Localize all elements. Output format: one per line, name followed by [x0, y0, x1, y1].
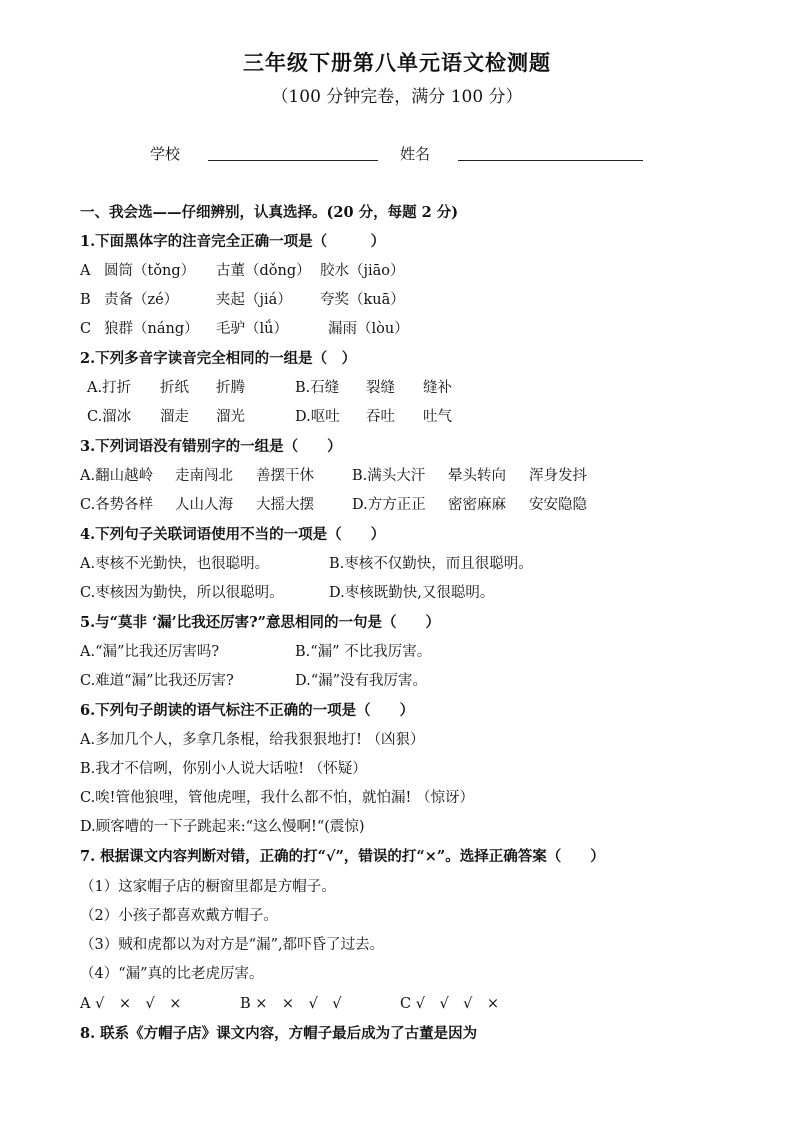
question-1-option-c [80, 319, 720, 339]
option-word: 大摇大摆 [256, 497, 314, 513]
option-word: 折纸 [160, 380, 189, 396]
question-5-row-1 [80, 642, 720, 662]
school-blank[interactable] [208, 160, 378, 161]
option-word: B.石缝 [295, 380, 340, 396]
option-word: 古董（dǒng） [216, 263, 311, 279]
option-letter: C [80, 321, 92, 337]
option-word: 折腾 [216, 380, 245, 396]
option-sentence: C.难道“漏”比我还厉害? [80, 673, 234, 689]
option-sentence: B.“漏” 不比我厉害。 [295, 644, 432, 660]
question-3-stem: 3.下列词语没有错别字的一组是（ ） [80, 438, 342, 455]
option-word: 责备（zé） [104, 292, 179, 308]
section-heading: 一、我会选——仔细辨别，认真选择。(20 分，每题 2 分) [80, 204, 459, 221]
option-word: 浑身发抖 [529, 468, 587, 484]
question-7-options [80, 994, 720, 1014]
option-word: A.打折 [87, 380, 132, 396]
option-word: C.各势各样 [80, 497, 154, 513]
option-word: 走南闯北 [175, 468, 233, 484]
option-sentence: B.枣核不仅勤快，而且很聪明。 [329, 556, 533, 572]
school-label: 学校 [150, 145, 181, 163]
option-sentence: C.枣核因为勤快，所以很聪明。 [80, 585, 284, 601]
question-6-option-a: A.多加几个人，多拿几条棍，给我狠狠地打! （凶狠） [80, 732, 425, 748]
question-6-stem: 6.下列句子朗读的语气标注不正确的一项是（ ） [80, 702, 415, 719]
question-7-stem: 7. 根据课文内容判断对错，正确的打“√”，错误的打“×”。选择正确答案（ ） [80, 848, 605, 865]
question-6-option-b: B.我才不信咧，你别小人说大话啦! （怀疑） [80, 761, 367, 777]
answer-option-b: B × × √ √ [240, 996, 342, 1012]
option-letter: B [80, 292, 91, 308]
option-word: C.溜冰 [87, 409, 132, 425]
option-word: B.满头大汗 [352, 468, 426, 484]
question-2-row-2 [80, 407, 720, 427]
option-word: 溜走 [160, 409, 189, 425]
option-word: 毛驴（lǘ） [216, 321, 288, 337]
option-sentence: D.枣核既勤快,又很聪明。 [329, 585, 495, 601]
question-1-option-b [80, 290, 720, 310]
option-word: 胶水（jiāo） [320, 263, 405, 279]
option-word: 裂缝 [366, 380, 395, 396]
question-4-row-2 [80, 583, 720, 603]
option-word: A.翻山越岭 [80, 468, 154, 484]
option-sentence: A.“漏”比我还厉害吗? [80, 644, 220, 660]
question-4-stem: 4.下列句子关联词语使用不当的一项是（ ） [80, 526, 386, 543]
question-2-stem: 2.下列多音字读音完全相同的一组是（ ） [80, 350, 357, 367]
question-5-row-2 [80, 671, 720, 691]
option-word: 安安隐隐 [529, 497, 587, 513]
option-word: D.呕吐 [295, 409, 340, 425]
question-7-statement-2: （2）小孩子都喜欢戴方帽子。 [80, 908, 278, 924]
option-word: D.方方正正 [352, 497, 426, 513]
question-5-stem: 5.与“莫非 ‘漏’比我还厉害?”意思相同的一句是（ ） [80, 614, 440, 631]
option-sentence: A.枣核不光勤快，也很聪明。 [80, 556, 270, 572]
question-8-stem: 8. 联系《方帽子店》课文内容，方帽子最后成为了古董是因为 [80, 1025, 478, 1042]
name-label: 姓名 [400, 145, 431, 163]
option-word: 缝补 [423, 380, 452, 396]
question-7-statement-1: （1）这家帽子店的橱窗里都是方帽子。 [80, 879, 336, 895]
answer-option-a: A √ × √ × [80, 996, 182, 1012]
option-letter: A [80, 263, 91, 279]
option-word: 夸奖（kuā） [320, 292, 405, 308]
question-3-row-1 [80, 466, 720, 486]
option-sentence: D.“漏”没有我厉害。 [295, 673, 428, 689]
option-word: 狼群（náng） [104, 321, 199, 337]
option-word: 晕头转向 [448, 468, 506, 484]
option-word: 善摆干休 [256, 468, 314, 484]
option-word: 溜光 [216, 409, 245, 425]
option-word: 夹起（jiá） [216, 292, 292, 308]
option-word: 密密麻麻 [448, 497, 506, 513]
question-6-option-c: C.唉!管他狼哩，管他虎哩，我什么都不怕，就怕漏! （惊讶） [80, 790, 474, 806]
option-word: 吞吐 [366, 409, 395, 425]
option-word: 漏雨（lòu） [328, 321, 409, 337]
option-word: 人山人海 [175, 497, 233, 513]
question-7-statement-3: （3）贼和虎都以为对方是“漏”,都吓昏了过去。 [80, 937, 385, 953]
option-word: 圆筒（tǒng） [104, 263, 196, 279]
answer-option-c: C √ √ √ × [400, 996, 500, 1012]
exam-subtitle: （100 分钟完卷，满分 100 分） [271, 87, 523, 107]
question-1-stem: 1.下面黑体字的注音完全正确一项是（ ） [80, 233, 386, 250]
exam-title: 三年级下册第八单元语文检测题 [243, 50, 551, 75]
name-blank[interactable] [458, 160, 643, 161]
question-4-row-1 [80, 554, 720, 574]
question-6-option-d: D.顾客嘈的一下子跳起来:“这么慢啊!“(震惊) [80, 819, 365, 835]
question-2-row-1 [80, 378, 720, 398]
question-7-statement-4: （4）“漏”真的比老虎厉害。 [80, 966, 264, 982]
option-word: 吐气 [423, 409, 452, 425]
question-1-option-a [80, 261, 720, 281]
question-3-row-2 [80, 495, 720, 515]
